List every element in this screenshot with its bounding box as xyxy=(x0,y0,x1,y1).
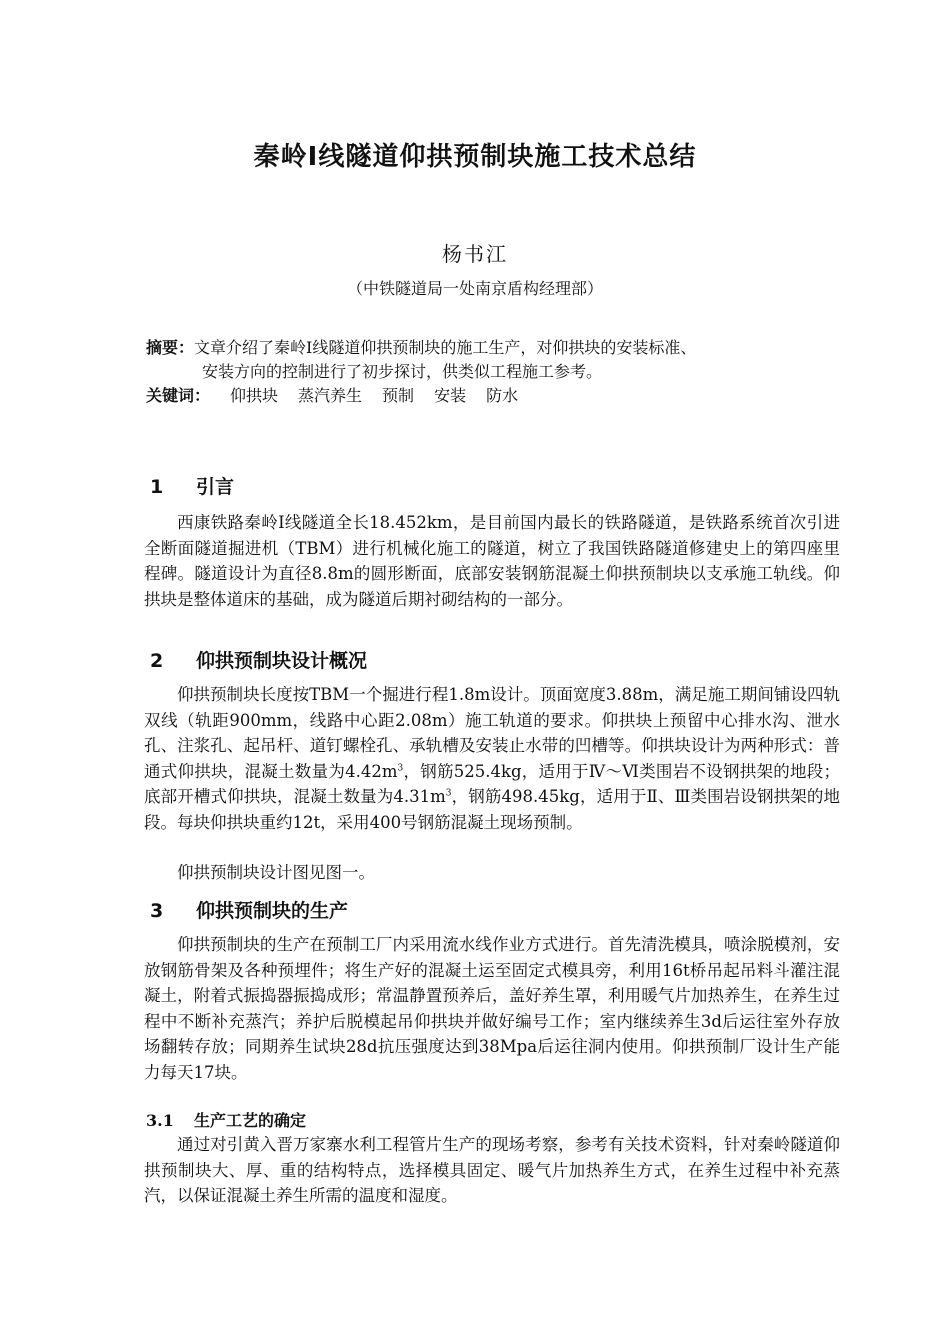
keywords-list xyxy=(230,386,538,405)
paragraph-text: ，钢筋525.4kg，适用于Ⅳ～Ⅵ类围岩不设钢拱架的地段；底部开槽式仰拱块，混凝土数量为4.31m xyxy=(144,761,840,807)
section-title: 仰拱预制块的生产 xyxy=(196,900,349,922)
keywords xyxy=(146,384,846,408)
keyword: 蒸汽养生 xyxy=(298,386,363,405)
author-name: 杨书江 xyxy=(442,242,508,266)
section-heading xyxy=(146,646,367,673)
abstract xyxy=(146,336,846,384)
paragraph-text: 仰拱预制块长度按TBM一个掘进行程1.8m设计。顶面宽度3.88m，满足施工期间铺设四轨双线（轨距900mm，线路中心距2.08m）施工轨道的要求。仰拱块上预留中心排水沟、泄水孔、注浆孔、起吊杆、道钉螺栓孔、承轨槽及安装止水带的凹槽等。仰拱块设计为两种形式：普通式仰拱块，混凝土数量为4.42m xyxy=(144,685,840,781)
abstract-line-1 xyxy=(146,336,846,360)
section-heading xyxy=(146,472,234,499)
subsection-title: 生产工艺的确定 xyxy=(194,1111,307,1130)
section-1-paragraph: 西康铁路秦岭Ⅰ线隧道全长18.452km，是目前国内最长的铁路隧道，是铁路系统首次引进全断面隧道掘进机（TBM）进行机械化施工的隧道，树立了我国铁路隧道修建史上的第四座里程碑。隧道设计为直径8.8m的圆形断面，底部安装钢筋混凝土仰拱预制块以支承施工轨线。仰拱块是整体道床的基础，成为隧道后期衬砌结构的一部分。 xyxy=(144,513,840,609)
subsection-3-1-paragraph: 通过对引黄入晋万家寨水利工程管片生产的现场考察，参考有关技术资料，针对秦岭隧道仰拱预制块大、厚、重的结构特点，选择模具固定、暖气片加热养生方式，在养生过程中补充蒸汽，以保证混凝土养生所需的温度和湿度。 xyxy=(144,1135,840,1206)
author-affiliation: （中铁隧道局一处南京盾构经理部） xyxy=(346,279,603,298)
keyword: 防水 xyxy=(486,386,519,405)
section-number: 3 xyxy=(150,900,164,922)
section-2-paragraph xyxy=(144,682,840,836)
abstract-line-2: 安装方向的控制进行了初步探讨，供类似工程施工参考。 xyxy=(202,362,603,381)
keyword: 安装 xyxy=(434,386,467,405)
keyword: 仰拱块 xyxy=(230,386,279,405)
abstract-label: 摘要： xyxy=(146,338,195,357)
keyword: 预制 xyxy=(382,386,415,405)
subsection-heading xyxy=(146,1108,306,1131)
section-title: 仰拱预制块设计概况 xyxy=(196,650,368,672)
document-title: 秦岭Ⅰ线隧道仰拱预制块施工技术总结 xyxy=(253,142,697,172)
paragraph-text: ，钢筋498.45kg，适用于Ⅱ、Ⅲ类围岩设钢拱架的地段。每块仰拱块重约12t，采用400号钢筋混凝土现场预制。 xyxy=(144,787,840,832)
section-3-paragraph: 仰拱预制块的生产在预制工厂内采用流水线作业方式进行。首先清洗模具，喷涂脱模剂，安放钢筋骨架及各种预埋件；将生产好的混凝土运至固定式模具旁，利用16t桥吊起吊料斗灌注混凝土，附着式振捣器振捣成形；常温静置预养后，盖好养生罩，利用暖气片加热养生，在养生过程中不断补充蒸汽；养护后脱模起吊仰拱块并做好编号工作；室内继续养生3d后运往室外存放场翻转存放；同期养生试块28d抗压强度达到38Mpa后运往洞内使用。仰拱预制厂设计生产能力每天17块。 xyxy=(144,935,840,1082)
section-2-figure-reference: 仰拱预制块设计图见图一。 xyxy=(177,863,375,882)
keywords-label: 关键词： xyxy=(146,386,211,405)
section-title: 引言 xyxy=(196,476,235,498)
superscript: 3 xyxy=(397,763,404,774)
section-number: 1 xyxy=(150,476,164,498)
section-heading xyxy=(146,896,348,923)
abstract-text-1: 文章介绍了秦岭Ⅰ线隧道仰拱预制块的施工生产，对仰拱块的安装标准、 xyxy=(194,338,697,357)
subsection-number: 3.1 xyxy=(146,1111,174,1130)
superscript: 3 xyxy=(445,788,452,799)
section-number: 2 xyxy=(150,650,164,672)
